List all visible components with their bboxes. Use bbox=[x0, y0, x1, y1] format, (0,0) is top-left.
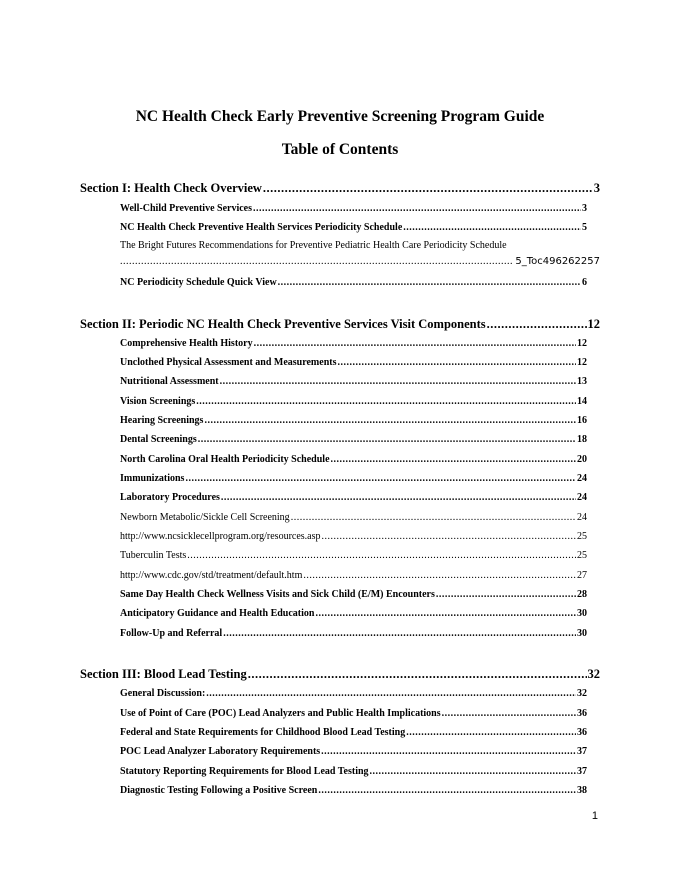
toc-entry-wrapped-leader[interactable] bbox=[120, 256, 600, 267]
toc-page-number: 27 bbox=[577, 570, 587, 581]
toc-entry[interactable] bbox=[120, 766, 587, 777]
dot-leader bbox=[315, 608, 576, 619]
toc-page-number: 16 bbox=[577, 415, 587, 426]
dot-leader bbox=[223, 628, 576, 639]
dot-leader bbox=[278, 277, 581, 288]
toc-entry-label: Well-Child Preventive Services bbox=[120, 203, 253, 214]
toc-entry-label: Vision Screenings bbox=[120, 396, 196, 407]
toc-entry[interactable] bbox=[120, 785, 587, 796]
toc-page-number: 20 bbox=[577, 454, 587, 465]
toc-page-number: 32 bbox=[587, 667, 600, 681]
toc-section-label: Section III: Blood Lead Testing bbox=[80, 667, 247, 681]
dot-leader bbox=[321, 746, 576, 757]
toc-section-2[interactable] bbox=[80, 317, 600, 332]
toc-section-label: Section II: Periodic NC Health Check Preventive Services Visit Components bbox=[80, 317, 486, 331]
toc-entry-label: Diagnostic Testing Following a Positive Screen bbox=[120, 785, 318, 796]
toc-entry[interactable] bbox=[120, 708, 587, 719]
toc-entry-label: Follow-Up and Referral bbox=[120, 628, 223, 639]
toc-entry[interactable] bbox=[120, 531, 587, 542]
toc-entry[interactable] bbox=[120, 688, 587, 699]
toc-entry[interactable] bbox=[120, 338, 587, 349]
dot-leader bbox=[253, 203, 581, 214]
toc-entry[interactable] bbox=[120, 277, 587, 288]
toc-entry[interactable] bbox=[120, 589, 587, 600]
toc-entry[interactable] bbox=[120, 203, 587, 214]
toc-page-number: 24 bbox=[577, 512, 587, 523]
toc-entry[interactable] bbox=[120, 454, 587, 465]
toc-page-number: 24 bbox=[577, 492, 587, 503]
toc-section-3[interactable] bbox=[80, 667, 600, 682]
toc-entry-label: Dental Screenings bbox=[120, 434, 197, 445]
toc-page-number: 3 bbox=[593, 181, 600, 195]
toc-entry-label: General Discussion: bbox=[120, 688, 206, 699]
dot-leader bbox=[442, 708, 576, 719]
dot-leader bbox=[221, 492, 576, 503]
toc-entry[interactable] bbox=[120, 473, 587, 484]
toc-entry[interactable] bbox=[120, 608, 587, 619]
toc-entry[interactable] bbox=[120, 376, 587, 387]
dot-leader bbox=[254, 338, 576, 349]
toc-page-number: 25 bbox=[577, 550, 587, 561]
dot-leader bbox=[291, 512, 576, 523]
dot-leader bbox=[248, 667, 587, 682]
toc-entry[interactable] bbox=[120, 628, 587, 639]
dot-leader bbox=[436, 589, 576, 600]
page-number: 1 bbox=[591, 810, 598, 822]
dot-leader bbox=[322, 531, 577, 542]
toc-page-number: 6 bbox=[582, 277, 587, 288]
toc-entry[interactable] bbox=[120, 512, 587, 523]
toc-entry-label: Newborn Metabolic/Sickle Cell Screening bbox=[120, 512, 290, 523]
document-title: NC Health Check Early Preventive Screening Program Guide bbox=[135, 108, 545, 125]
toc-entry[interactable] bbox=[120, 357, 587, 368]
toc-entry-label: Same Day Health Check Wellness Visits and Sick Child (E/M) Encounters bbox=[120, 589, 435, 600]
dot-leader bbox=[206, 688, 576, 699]
toc-heading: Table of Contents bbox=[281, 141, 399, 158]
dot-leader bbox=[487, 317, 587, 332]
toc-page-number: 36 bbox=[577, 727, 587, 738]
toc-entry-label: Use of Point of Care (POC) Lead Analyzers and Public Health Implications bbox=[120, 708, 441, 719]
toc-page-number: 12 bbox=[577, 357, 587, 368]
toc-page-number: 38 bbox=[577, 785, 587, 796]
dot-leader bbox=[337, 357, 576, 368]
toc-entry-label: POC Lead Analyzer Laboratory Requirements bbox=[120, 746, 321, 757]
dot-leader bbox=[185, 473, 576, 484]
toc-page-number: 30 bbox=[577, 628, 587, 639]
toc-entry-label: Federal and State Requirements for Childhood Blood Lead Testing bbox=[120, 727, 406, 738]
toc-entry[interactable] bbox=[120, 492, 587, 503]
toc-entry-label: http://www.ncsicklecellprogram.org/resources.asp bbox=[120, 531, 321, 542]
dot-leader bbox=[198, 434, 576, 445]
toc-entry-label: Unclothed Physical Assessment and Measurements bbox=[120, 357, 337, 368]
toc-entry-label: Comprehensive Health History bbox=[120, 338, 253, 349]
toc-page-number: 32 bbox=[577, 688, 587, 699]
toc-page-number: 5_Toc496262257 bbox=[515, 256, 600, 267]
toc-entry[interactable] bbox=[120, 746, 587, 757]
toc-page-number: 14 bbox=[577, 396, 587, 407]
toc-entry[interactable] bbox=[120, 727, 587, 738]
toc-page-number: 36 bbox=[577, 708, 587, 719]
dot-leader bbox=[120, 256, 512, 267]
toc-entry-label: Hearing Screenings bbox=[120, 415, 204, 426]
dot-leader bbox=[403, 222, 581, 233]
toc-page-number: 37 bbox=[577, 766, 587, 777]
toc-entry-label: Laboratory Procedures bbox=[120, 492, 220, 503]
toc-page-number: 37 bbox=[577, 746, 587, 757]
dot-leader bbox=[204, 415, 576, 426]
toc-section-label: Section I: Health Check Overview bbox=[80, 181, 262, 195]
toc-entry-wrapped-label[interactable]: The Bright Futures Recommendations for Preventive Pediatric Health Care Periodicity Schedule bbox=[120, 240, 507, 251]
dot-leader bbox=[370, 766, 576, 777]
toc-page-number: 28 bbox=[577, 589, 587, 600]
toc-entry-label: http://www.cdc.gov/std/treatment/default.htm bbox=[120, 570, 303, 581]
toc-entry-label: North Carolina Oral Health Periodicity Schedule bbox=[120, 454, 330, 465]
toc-page-number: 3 bbox=[582, 203, 587, 214]
toc-page-number: 13 bbox=[577, 376, 587, 387]
toc-entry-label: NC Health Check Preventive Health Services Periodicity Schedule bbox=[120, 222, 403, 233]
dot-leader bbox=[220, 376, 576, 387]
dot-leader bbox=[318, 785, 576, 796]
dot-leader bbox=[331, 454, 576, 465]
toc-page-number: 30 bbox=[577, 608, 587, 619]
toc-entry[interactable] bbox=[120, 434, 587, 445]
toc-entry[interactable] bbox=[120, 222, 587, 233]
toc-entry-label: NC Periodicity Schedule Quick View bbox=[120, 277, 277, 288]
dot-leader bbox=[196, 396, 576, 407]
toc-entry-label: Nutritional Assessment bbox=[120, 376, 219, 387]
dot-leader bbox=[263, 181, 593, 196]
toc-page-number: 5 bbox=[582, 222, 587, 233]
dot-leader bbox=[406, 727, 576, 738]
toc-page-number: 12 bbox=[587, 317, 600, 331]
toc-page-number: 18 bbox=[577, 434, 587, 445]
toc-page-number: 24 bbox=[577, 473, 587, 484]
toc-entry-label: Immunizations bbox=[120, 473, 185, 484]
toc-entry-label: Tuberculin Tests bbox=[120, 550, 187, 561]
toc-entry[interactable] bbox=[120, 550, 587, 561]
toc-page-number: 25 bbox=[577, 531, 587, 542]
dot-leader bbox=[187, 550, 576, 561]
toc-entry[interactable] bbox=[120, 396, 587, 407]
toc-section-1[interactable] bbox=[80, 181, 600, 196]
toc-entry-label: Statutory Reporting Requirements for Blood Lead Testing bbox=[120, 766, 369, 777]
dot-leader bbox=[303, 570, 576, 581]
toc-entry[interactable] bbox=[120, 415, 587, 426]
toc-entry[interactable] bbox=[120, 570, 587, 581]
toc-page-number: 12 bbox=[577, 338, 587, 349]
toc-entry-label: Anticipatory Guidance and Health Education bbox=[120, 608, 315, 619]
